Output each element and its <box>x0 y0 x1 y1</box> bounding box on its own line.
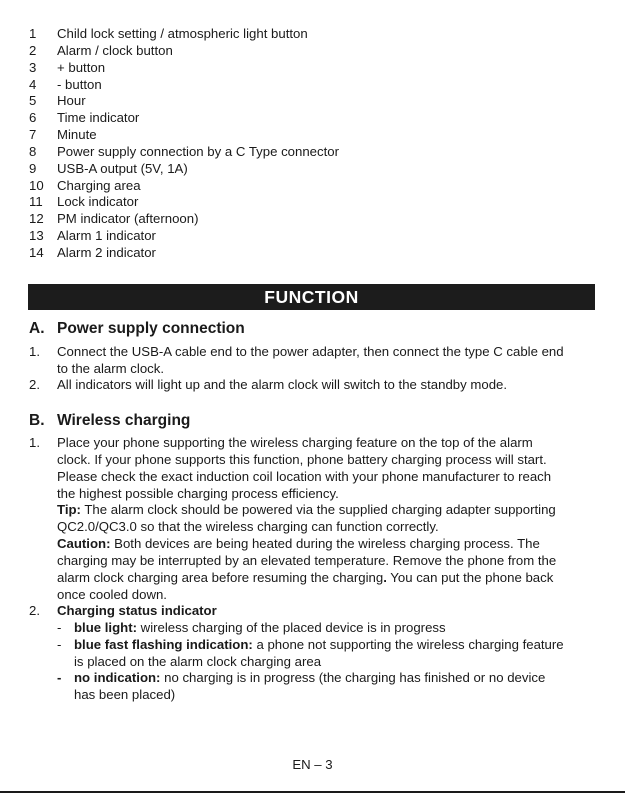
parts-list-item: 9 USB-A output (5V, 1A) <box>29 160 188 176</box>
status-bullet-no-indication: - no indication: no charging is in progress (the charging has finished or no device has been placed) <box>57 670 546 703</box>
section-b-heading: B. Wireless charging <box>29 412 191 429</box>
section-a-item-2: 2. All indicators will light up and the alarm clock will switch to the standby mode. <box>29 377 508 392</box>
parts-list-item: 11 Lock indicator <box>29 194 139 210</box>
parts-list-item: 5 Hour <box>29 93 86 109</box>
tip-note: Tip: The alarm clock should be powered via the supplied charging adapter supporting <box>57 502 556 518</box>
charging-status-heading: Charging status indicator <box>57 603 217 618</box>
page-number: EN – 3 <box>292 757 333 772</box>
parts-list-item: 13 Alarm 1 indicator <box>29 228 156 244</box>
status-bullet-fast-flashing: - blue fast flashing indication: a phone not supporting the wireless charging feature is placed on the alarm clock charging area <box>57 636 564 669</box>
section-a-heading: A. Power supply connection <box>29 320 245 337</box>
parts-list-item: 4 - button <box>29 76 102 92</box>
status-bullet-blue-light: - blue light: wireless charging of the placed device is in progress <box>57 619 446 635</box>
parts-list-item: 2 Alarm / clock button <box>29 42 173 58</box>
bottom-divider <box>0 791 625 793</box>
function-banner: FUNCTION <box>28 284 595 310</box>
parts-list-item: 6 Time indicator <box>29 110 140 126</box>
parts-list-item: 3 + button <box>29 59 106 75</box>
section-b-item-1: 1. Place your phone supporting the wireless charging feature on the top of the alarm clock. If your phone supports this function, phone battery charging process will start. Please check the exact induction coil location with your phone manufacturer to reach the highest possible charging process efficiency. Tip: The alarm clock should be powered via the supplied charging adapter supporting QC2.0/QC3.0 so that the wireless charging can function correctly. Caution: Both devices are being heated during the wireless charging process. The charging may be interrupted by an elevated temperature. Remove the phone from the alarm clock charging area before resuming the charging. You can put the phone back once cooled down. <box>29 435 599 603</box>
caution-note: Caution: Both devices are being heated during the wireless charging process. The <box>57 536 540 552</box>
parts-list-item: 10 Charging area <box>29 177 141 193</box>
parts-list-item: 8 Power supply connection by a C Type connector <box>29 143 339 159</box>
section-a-item-1: 1. Connect the USB-A cable end to the power adapter, then connect the type C cable end to the alarm clock. <box>29 344 564 376</box>
parts-list-item: 1 Child lock setting / atmospheric light button <box>29 26 308 41</box>
parts-list <box>29 26 339 262</box>
section-b-item-2: 2. Charging status indicator - blue light: wireless charging of the placed device is in progress - blue fast flashing indication: a phone not supporting the wireless charging feature is placed on the alarm clock charging area - no indication: no charging is in progress (the charging has finished or no device has been placed) <box>29 603 599 704</box>
parts-list-item: 14 Alarm 2 indicator <box>29 244 156 260</box>
parts-list-item: 12 PM indicator (afternoon) <box>29 211 199 227</box>
parts-list-item: 7 Minute <box>29 127 97 143</box>
